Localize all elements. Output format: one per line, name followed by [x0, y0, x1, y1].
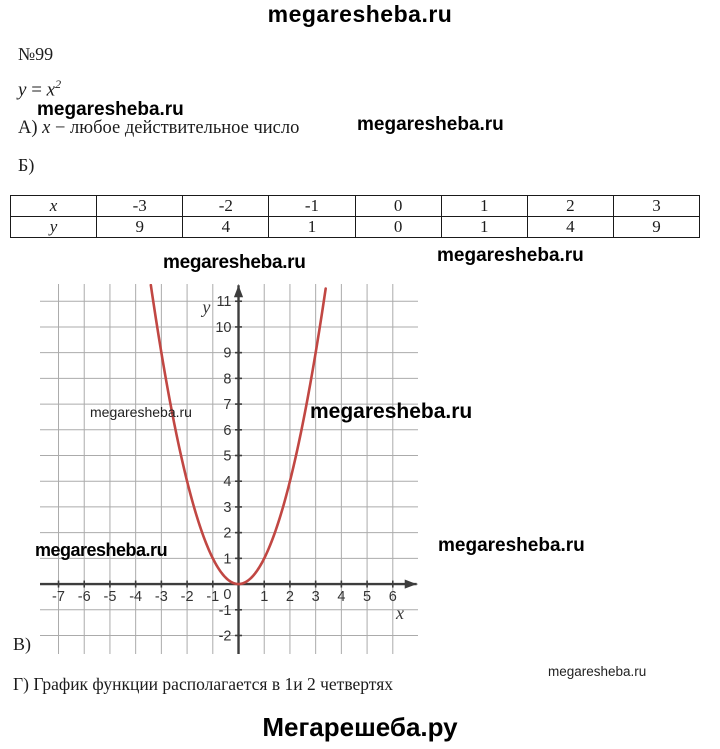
x-axis-letter: x	[396, 602, 404, 623]
site-watermark: megaresheba.ru	[310, 400, 473, 423]
table-row-header: x	[11, 196, 97, 217]
table-cell: -1	[269, 196, 355, 217]
x-tick-label: -4	[129, 589, 143, 606]
y-tick-label: 1	[223, 551, 232, 568]
table-cell: 4	[183, 217, 269, 238]
x-axis-arrow	[405, 579, 417, 588]
table-cell: -2	[183, 196, 269, 217]
site-watermark: megaresheba.ru	[438, 535, 585, 556]
values-table	[10, 195, 700, 238]
table-row-header: y	[11, 217, 97, 238]
site-watermark: megaresheba.ru	[163, 252, 306, 273]
x-tick-label: -3	[154, 589, 168, 606]
formula	[18, 77, 61, 101]
x-tick-label: 3	[311, 589, 320, 606]
origin-label: 0	[223, 587, 232, 604]
x-tick-label: -7	[52, 589, 65, 606]
site-watermark-small: megaresheba.ru	[548, 664, 647, 679]
x-tick-label: -1	[206, 589, 220, 606]
y-tick-label: 6	[223, 422, 232, 439]
formula-equals: =	[26, 79, 47, 101]
table-cell: 0	[355, 217, 441, 238]
x-tick-label: 2	[285, 589, 294, 606]
problem-number: №99	[18, 44, 54, 64]
y-tick-label: 7	[223, 397, 232, 414]
table-cell: -3	[97, 196, 183, 217]
table-cell: 2	[527, 196, 613, 217]
site-watermark: megaresheba.ru	[437, 245, 584, 266]
table-cell: 4	[527, 217, 613, 238]
part-b-label: Б)	[18, 155, 35, 175]
table-row	[11, 196, 700, 217]
function-graph	[40, 284, 418, 654]
part-a-line	[18, 118, 299, 139]
y-tick-label: 5	[223, 448, 232, 465]
y-tick-label: 9	[223, 345, 232, 362]
formula-var: x	[46, 79, 56, 101]
formula-lhs: y	[18, 79, 27, 101]
table-cell: 0	[355, 196, 441, 217]
y-tick-label: -2	[218, 628, 232, 645]
x-tick-label: 5	[363, 589, 372, 606]
y-tick-label: 4	[223, 474, 232, 491]
site-watermark: megaresheba.ru	[37, 99, 184, 120]
table-cell: 1	[441, 217, 527, 238]
brand-title-bottom: Мегарешеба.ру	[262, 712, 458, 742]
part-a-var: x	[42, 118, 51, 138]
x-tick-label: -5	[103, 589, 117, 606]
table-row	[11, 217, 700, 238]
table-cell: 1	[269, 217, 355, 238]
formula-exponent: 2	[55, 77, 62, 91]
table-cell: 3	[613, 196, 699, 217]
table-cell: 1	[441, 196, 527, 217]
x-tick-label: 1	[260, 589, 269, 606]
x-tick-label: -6	[77, 589, 91, 606]
y-tick-label: 3	[223, 499, 232, 516]
part-v-label: В)	[13, 634, 31, 654]
site-watermark: megaresheba.ru	[357, 114, 504, 135]
site-watermark: megaresheba.ru	[35, 540, 168, 560]
y-tick-label: 10	[215, 319, 232, 336]
y-tick-label: -1	[218, 602, 232, 619]
x-tick-label: 4	[337, 589, 346, 606]
x-tick-label: -2	[180, 589, 194, 606]
y-tick-label: 11	[216, 294, 232, 311]
part-a-label: А)	[18, 118, 43, 138]
y-tick-label: 8	[223, 371, 232, 388]
table-cell: 9	[97, 217, 183, 238]
part-g-line: Г) График функции располагается в 1и 2 четвертях	[13, 674, 393, 694]
site-watermark: megaresheba.ru	[90, 404, 192, 420]
y-tick-label: 2	[223, 525, 232, 542]
table-cell: 9	[613, 217, 699, 238]
y-axis-letter: y	[202, 296, 211, 317]
y-axis-arrow	[234, 285, 243, 297]
x-tick-label: 6	[388, 589, 397, 606]
part-a-text: − любое действительное число	[50, 118, 300, 138]
site-watermark-top: megaresheba.ru	[267, 1, 453, 27]
